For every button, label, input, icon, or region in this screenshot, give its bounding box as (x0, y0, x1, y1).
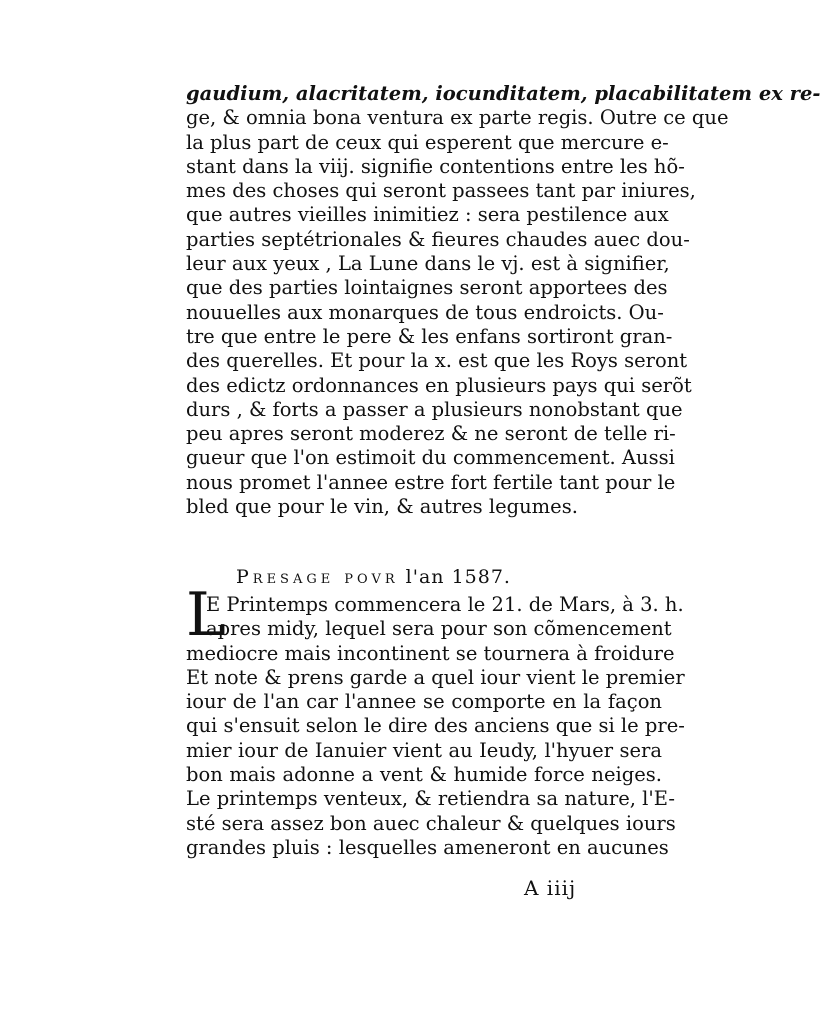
text-line: des querelles. Et pour la x. est que les Roys seront (186, 349, 688, 373)
text-line: durs , & forts a passer a plusieurs nonobstant que (186, 397, 683, 421)
text-line: mes des choses qui seront passees tant par iniures, (186, 179, 696, 203)
paragraph-presage (186, 593, 685, 860)
text-line: mediocre mais incontinent se tournera à froidure (186, 641, 675, 665)
signature-mark: A iiij (524, 876, 577, 900)
text-line: bled que pour le vin, & autres legumes. (186, 495, 578, 519)
paragraph-continued (186, 82, 820, 519)
text-line: gaudium, alacritatem, iocunditatem, placabilitatem ex re- (186, 82, 820, 105)
text-line: stant dans la viij. signifie contentions entre les hõ- (186, 154, 685, 178)
heading-year: l'an 1587. (405, 566, 511, 588)
drop-cap: L (186, 580, 226, 650)
text-line: que des parties lointaignes seront apportees des (186, 276, 668, 300)
text-line: grandes pluis : lesquelles ameneront en aucunes (186, 835, 669, 859)
section-heading (236, 566, 656, 588)
text-line: mier iour de Ianuier vient au Ieudy, l'hyuer sera (186, 738, 662, 762)
text-line: la plus part de ceux qui esperent que mercure e- (186, 130, 669, 154)
text-line: peu apres seront moderez & ne seront de telle ri- (186, 422, 676, 446)
text-line: E Printemps commencera le 21. de Mars, à 3. h. (206, 593, 684, 616)
text-line: des edictz ordonnances en plusieurs pays qui serõt (186, 373, 692, 397)
text-line: Et note & prens garde a quel iour vient le premier (186, 665, 685, 689)
text-line: bon mais adonne a vent & humide force neiges. (186, 763, 662, 787)
text-line: ge, & omnia bona ventura ex parte regis. Outre ce que (186, 106, 729, 130)
text-line: iour de l'an car l'annee se comporte en la façon (186, 690, 662, 714)
text-line: nouuelles aux monarques de tous endroicts. Ou- (186, 300, 664, 324)
text-line: leur aux yeux , La Lune dans le vj. est à signifier, (186, 252, 670, 276)
heading-caps: Presage povr (236, 566, 399, 588)
text-line: parties septétrionales & fieures chaudes auec dou- (186, 227, 690, 251)
text-line: Le printemps venteux, & retiendra sa nature, l'E- (186, 787, 675, 811)
text-line: nous promet l'annee estre fort fertile tant pour le (186, 470, 676, 494)
text-line: tre que entre le pere & les enfans sortiront gran- (186, 324, 673, 348)
text-line: gueur que l'on estimoit du commencement. Aussi (186, 446, 675, 470)
text-line: apres midy, lequel sera pour son cõmencement (206, 617, 672, 641)
text-line: que autres vieilles inimitiez : sera pestilence aux (186, 203, 669, 227)
text-line: sté sera assez bon auec chaleur & quelques iours (186, 811, 676, 835)
text-line: qui s'ensuit selon le dire des anciens que si le pre- (186, 714, 685, 738)
